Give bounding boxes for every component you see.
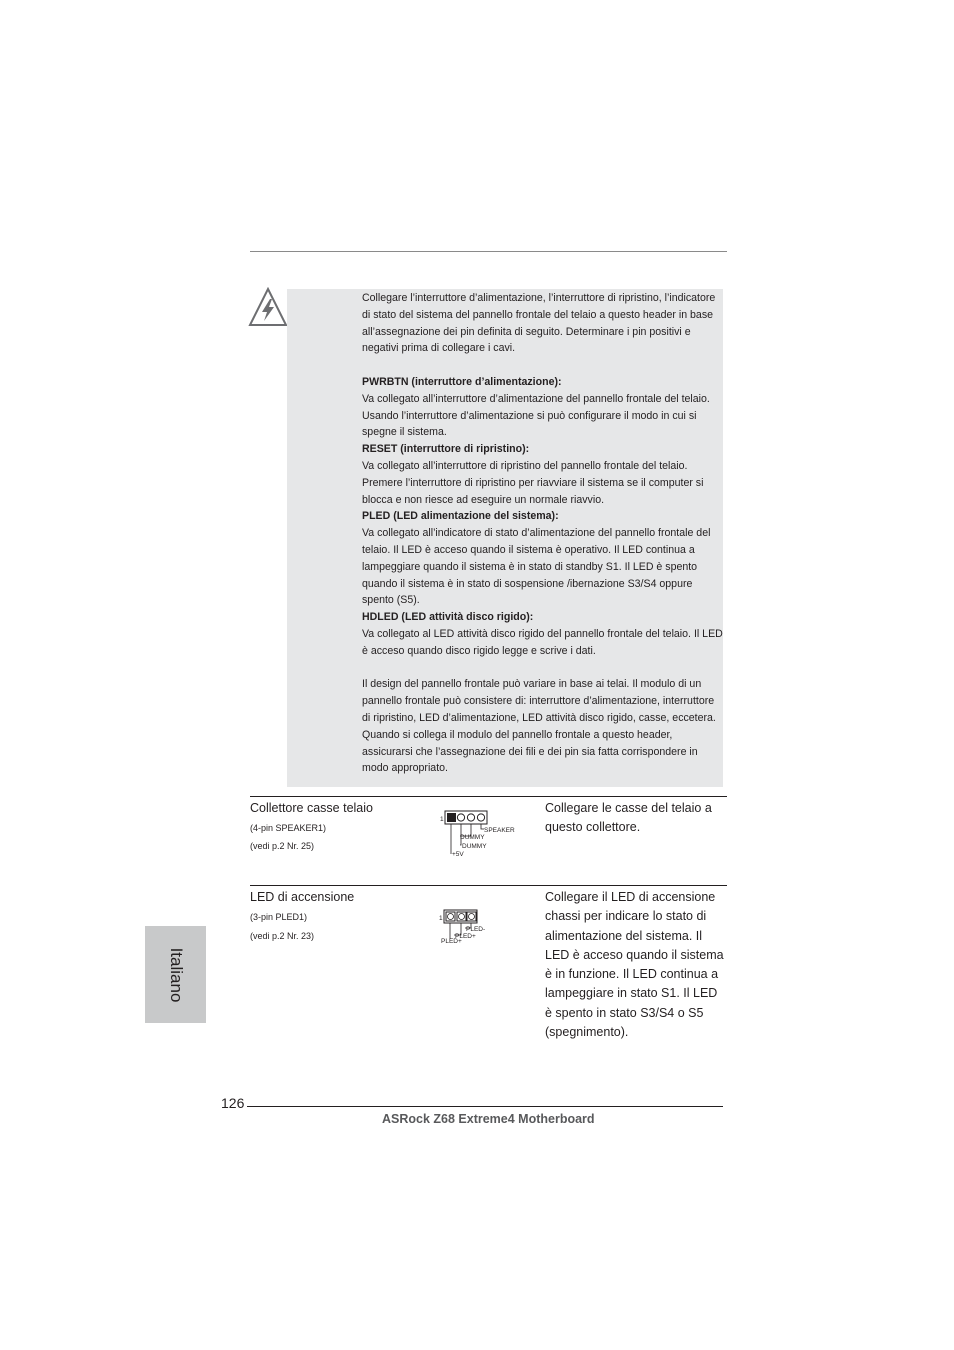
language-tab bbox=[145, 926, 206, 1023]
footer-rule bbox=[247, 1106, 723, 1107]
language-tab-label: Italiano bbox=[166, 947, 186, 1002]
connector-ref: (vedi p.2 Nr. 23) bbox=[250, 931, 315, 941]
notice-body-pled: Va collegato all’indicatore di stato d’alimentazione del pannello frontale del telaio. Il LED è acceso quando il sistema è operativo. Il LED continua a lampeggiare quando il sistema è in stato di standby S1. Il LED è spento quando il sistema è in stato di sospensione /ibernazione S3/S4 oppure spento (S5). bbox=[362, 527, 711, 607]
notice-text bbox=[362, 290, 724, 777]
connector-title: LED di accensione bbox=[250, 890, 355, 904]
notice-body-pwrbtn: Va collegato all’interruttore d’alimentazione del pannello frontale del telaio. Usando l’interruttore d’alimentazione si può configurare il modo in cui si spegne il sistema. bbox=[362, 392, 710, 439]
warning-icon bbox=[248, 287, 288, 327]
notice-closing: Il design del pannello frontale può variare in base ai telai. Il modulo di un pannello frontale può consistere di: interruttore d’alimentazione, interruttore di ripristino, LED d’alimentazione, LED attività disco rigido, casse, eccetera. Quando si collega il modulo del pannello frontale a questo header, assicurarsi che l’assegnazione dei fili e dei pin sia fatta corrispondere in modo appropriato. bbox=[362, 678, 716, 775]
connector-ref: (vedi p.2 Nr. 25) bbox=[250, 841, 315, 851]
notice-body-reset: Va collegato all’interruttore di ripristino del pannello frontale del telaio. Premere l’interruttore di ripristino per riavviare il sistema se il computer si blocca e non riesce ad eseguire un normale riavvio. bbox=[362, 459, 704, 506]
notice-heading-reset: RESET (interruttore di ripristino): bbox=[362, 443, 530, 456]
pin-label: PLED- bbox=[466, 926, 486, 933]
pin-label: SPEAKER bbox=[484, 827, 515, 834]
speaker-pin-diagram bbox=[438, 808, 518, 860]
top-rule bbox=[250, 251, 727, 252]
connector-description: Collegare il LED di accensione chassi per indicare lo stato di alimentazione del sistema. Il LED è acceso quando il sistema è in funzione. Il LED continua a lampeggiare in stato S1. Il LED è spento in stato S3/S4 o S5 (spegnimento). bbox=[545, 890, 724, 1040]
notice-heading-hdled: HDLED (LED attività disco rigido): bbox=[362, 611, 534, 624]
pin-label: DUMMY bbox=[460, 834, 485, 841]
pled-pin-diagram bbox=[436, 907, 496, 947]
pin-label: PLED+ bbox=[441, 938, 462, 945]
pin-label: 1 bbox=[440, 816, 444, 823]
notice-body-hdled: Va collegato al LED attività disco rigido del pannello frontale del telaio. Il LED è acceso quando disco rigido legge e scrive i dati. bbox=[362, 627, 723, 657]
connector-pins: (3-pin PLED1) bbox=[250, 912, 308, 922]
notice-heading-pwrbtn: PWRBTN (interruttore d’alimentazione): bbox=[362, 375, 562, 388]
pin-label: 1 bbox=[439, 915, 443, 922]
pin-label: +5V bbox=[452, 851, 464, 858]
section-divider bbox=[250, 796, 727, 797]
pin-label: DUMMY bbox=[462, 843, 487, 850]
notice-intro: Collegare l’interruttore d’alimentazione, l’interruttore di ripristino, l’indicatore di stato del sistema del pannello frontale del telaio a questo header in base all’assegnazione dei pin definita di seguito. Determinare i pin positivi e negativi prima di collegare i cavi. bbox=[362, 292, 716, 355]
pin-label: PLED+ bbox=[455, 933, 476, 940]
connector-title: Collettore casse telaio bbox=[250, 801, 373, 815]
connector-description: Collegare le casse del telaio a questo collettore. bbox=[545, 801, 712, 835]
section-divider bbox=[250, 885, 727, 886]
footer-title: ASRock Z68 Extreme4 Motherboard bbox=[382, 1112, 595, 1126]
page-number: 126 bbox=[221, 1095, 245, 1111]
connector-pins: (4-pin SPEAKER1) bbox=[250, 823, 327, 833]
notice-heading-pled: PLED (LED alimentazione del sistema): bbox=[362, 510, 559, 523]
